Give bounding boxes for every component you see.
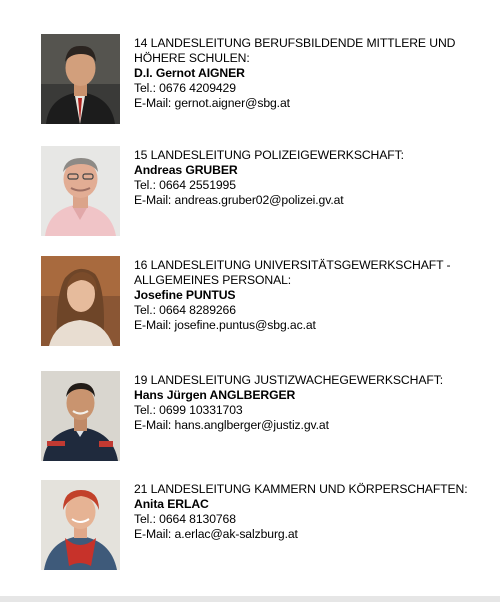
- phone-line: [134, 81, 455, 96]
- entry-title-line: HÖHERE SCHULEN:: [134, 51, 250, 65]
- contact-name: Andreas GRUBER: [134, 163, 238, 177]
- phone-number: 0664 8130768: [159, 512, 236, 526]
- portrait-photo-anglberger: [41, 371, 120, 461]
- entry-title-line: 16 LANDESLEITUNG UNIVERSITÄTSGEWERKSCHAFT -: [134, 258, 451, 272]
- phone-number: 0699 10331703: [159, 403, 243, 417]
- portrait-photo-puntus: [41, 256, 120, 346]
- email-address[interactable]: gernot.aigner@sbg.at: [174, 96, 290, 110]
- phone-label: Tel.:: [134, 512, 156, 526]
- phone-number: 0676 4209429: [159, 81, 236, 95]
- phone-line: [134, 303, 450, 318]
- phone-label: Tel.:: [134, 81, 156, 95]
- email-label: E-Mail:: [134, 96, 172, 110]
- phone-line: [134, 512, 468, 527]
- phone-line: [134, 403, 443, 418]
- contact-entry-21: [41, 480, 468, 570]
- phone-number: 0664 8289266: [159, 303, 236, 317]
- page-bottom-divider: [0, 596, 500, 602]
- contact-name: Anita ERLAC: [134, 497, 209, 511]
- contact-entry-15: [41, 146, 404, 236]
- email-line: [134, 418, 443, 433]
- email-label: E-Mail:: [134, 527, 172, 541]
- entry-title-line: 14 LANDESLEITUNG BERUFSBILDENDE MITTLERE UND: [134, 36, 456, 50]
- contact-entry-14: [41, 34, 455, 124]
- contact-name: Hans Jürgen ANGLBERGER: [134, 388, 296, 402]
- contact-name: Josefine PUNTUS: [134, 288, 236, 302]
- phone-label: Tel.:: [134, 178, 156, 192]
- email-line: [134, 96, 455, 111]
- email-label: E-Mail:: [134, 318, 172, 332]
- entry-title-line: 15 LANDESLEITUNG POLIZEIGEWERKSCHAFT:: [134, 148, 404, 162]
- phone-line: [134, 178, 404, 193]
- phone-label: Tel.:: [134, 303, 156, 317]
- contact-entry-16: [41, 256, 450, 346]
- email-line: [134, 318, 450, 333]
- portrait-photo-gruber: [41, 146, 120, 236]
- phone-label: Tel.:: [134, 403, 156, 417]
- email-line: [134, 193, 404, 208]
- portrait-photo-erlac: [41, 480, 120, 570]
- email-address[interactable]: hans.anglberger@justiz.gv.at: [174, 418, 329, 432]
- phone-number: 0664 2551995: [159, 178, 236, 192]
- contact-entry-19: [41, 371, 443, 461]
- email-line: [134, 527, 468, 542]
- email-label: E-Mail:: [134, 193, 172, 207]
- contact-name: D.I. Gernot AIGNER: [134, 66, 245, 80]
- entry-title-line: ALLGEMEINES PERSONAL:: [134, 273, 292, 287]
- email-address[interactable]: a.erlac@ak-salzburg.at: [174, 527, 298, 541]
- entry-title-line: 21 LANDESLEITUNG KAMMERN UND KÖRPERSCHAFTEN:: [134, 482, 468, 496]
- entry-title-line: 19 LANDESLEITUNG JUSTIZWACHEGEWERKSCHAFT:: [134, 373, 443, 387]
- email-label: E-Mail:: [134, 418, 172, 432]
- portrait-photo-aigner: [41, 34, 120, 124]
- email-address[interactable]: josefine.puntus@sbg.ac.at: [174, 318, 316, 332]
- email-address[interactable]: andreas.gruber02@polizei.gv.at: [174, 193, 344, 207]
